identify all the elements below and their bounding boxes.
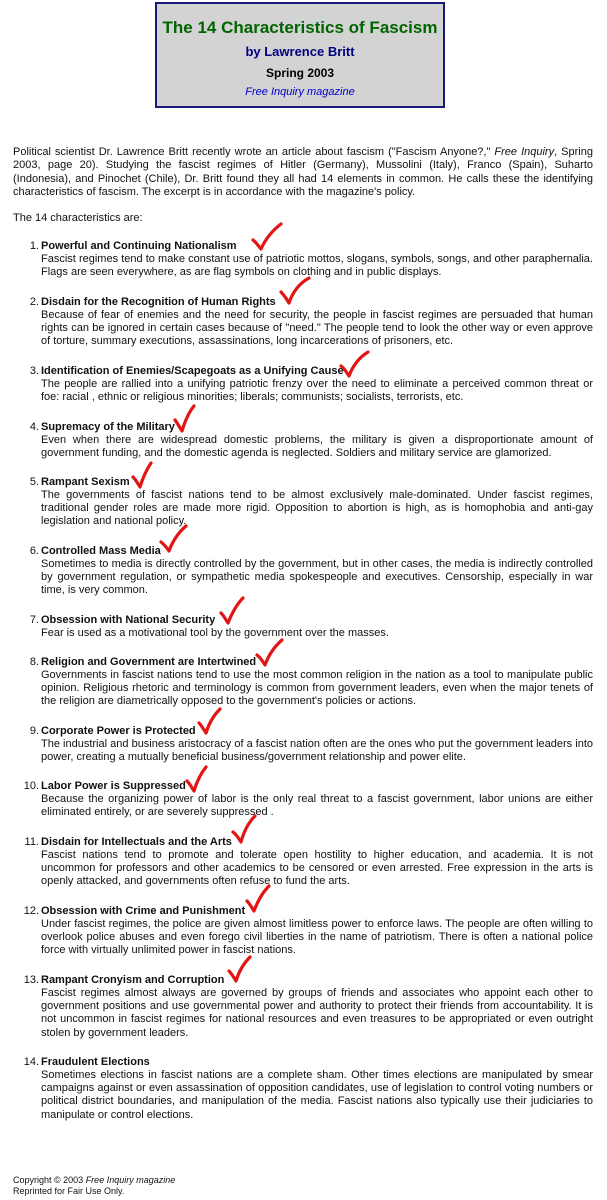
item-number: 6. [29, 545, 39, 557]
list-intro: The 14 characteristics are: [13, 212, 143, 224]
item-title: Identification of Enemies/Scapegoats as a Unifying Cause [41, 365, 344, 377]
item-description: Fear is used as a motivational tool by the government over the masses. [41, 627, 389, 639]
item-description: The industrial and business aristocracy of a fascist nation often are the ones who put the government leaders into power, creating a mutually beneficial business/government relationship and power elite. [41, 738, 593, 764]
item-title: Rampant Sexism [41, 476, 130, 488]
check-mark-icon [218, 596, 252, 626]
item-title: Rampant Cronyism and Corruption [41, 974, 225, 986]
intro-paragraph [13, 146, 593, 200]
check-mark-icon [172, 404, 206, 434]
check-mark-icon [254, 638, 288, 668]
copyright-footer [13, 1175, 175, 1197]
check-mark-icon [196, 706, 230, 736]
item-title: Obsession with Crime and Punishment [41, 905, 246, 917]
item-description: The people are rallied into a unifying patriotic frenzy over the need to eliminate a perceived common threat or foe: racial , ethnic or religious minorities; liberals; communists; socialists, terrorists, etc. [41, 378, 593, 404]
check-mark-icon [244, 884, 278, 914]
publication-line: Free Inquiry magazine [245, 86, 355, 98]
item-title: Corporate Power is Protected [41, 725, 196, 737]
item-title: Fraudulent Elections [41, 1056, 150, 1068]
check-mark-icon [230, 814, 264, 844]
check-mark-icon [250, 222, 284, 252]
intro-italic-source: Free Inquiry [494, 146, 555, 158]
item-number: 11. [24, 836, 39, 848]
item-description: Because of fear of enemies and the need for security, the people in fascist regimes are persuaded that human rights can be ignored in certain cases because of "need." The people tend to look the other way or even approve of torture, summary executions, assassinations, long incarcerations of prisoners, etc. [41, 309, 593, 348]
item-title: Obsession with National Security [41, 614, 216, 626]
item-title: Powerful and Continuing Nationalism [41, 240, 237, 252]
check-mark-icon [184, 764, 218, 794]
item-description: Fascist nations tend to promote and tolerate open hostility to higher education, and academia. It is not uncommon for professors and other academics to be censored or even arrested. Free expression in the arts is openly attacked, and governments often refuse to fund the arts. [41, 849, 593, 888]
intro-text-1: Political scientist Dr. Lawrence Britt recently wrote an article about fascism ("Fascism Anyone?," [13, 146, 495, 158]
check-mark-icon [130, 460, 164, 490]
item-number: 14. [23, 1056, 39, 1068]
reprint-notice: Reprinted for Fair Use Only. [13, 1186, 125, 1196]
item-description: Sometimes to media is directly controlled by the government, but in other cases, the media is indirectly controlled by government regulation, or sympathetic media spokespeople and executives. Censorship, especially in war time, is very common. [41, 558, 593, 597]
item-number: 8. [29, 656, 39, 668]
item-description: Governments in fascist nations tend to use the most common religion in the nation as a tool to manipulate public opinion. Religious rhetoric and terminology is common from government leaders, even when the major tenets of the religion are diametrically opposed to the government's policies or actions. [41, 669, 593, 708]
check-mark-icon [226, 954, 260, 984]
author-line: by Lawrence Britt [245, 44, 355, 59]
title-box [155, 2, 445, 108]
item-title: Disdain for the Recognition of Human Rights [41, 296, 276, 308]
copyright-prefix: Copyright © 2003 [13, 1175, 86, 1185]
item-number: 10. [23, 780, 39, 792]
item-number: 1. [29, 240, 39, 252]
copyright-line [13, 1175, 175, 1186]
item-title: Controlled Mass Media [41, 545, 161, 557]
item-number: 7. [29, 614, 39, 626]
check-mark-icon [278, 276, 312, 306]
item-description: Fascist regimes almost always are governed by groups of friends and associates who appoint each other to government positions and use governmental power and authority to protect their friends from accountability. It is not uncommon in fascist regimes for national resources and even treasures to be appropriated or even outright stolen by government leaders. [41, 987, 593, 1039]
item-number: 4. [29, 421, 39, 433]
item-number: 13. [23, 974, 39, 986]
item-title: Religion and Government are Intertwined [41, 656, 257, 668]
item-number: 12. [23, 905, 39, 917]
item-title: Supremacy of the Military [41, 421, 175, 433]
item-description: Even when there are widespread domestic problems, the military is given a disproportionate amount of government funding, and the domestic agenda is neglected. Soldiers and military service are glamorized. [41, 434, 593, 460]
item-title: Labor Power is Suppressed [41, 780, 186, 792]
item-number: 2. [29, 296, 39, 308]
item-number: 3. [29, 365, 39, 377]
intro-text-2: , Spring 2003, page 20). Studying the fascist regimes of Hitler (Germany), Mussolini (Italy), Franco (Spain), Suharto (Indonesia), and Pinochet (Chile), Dr. Britt found they all had 14 elements in common. He calls these the identifying characteristics of fascism. The excerpt is in accordance with the magazine's policy. [13, 146, 593, 199]
document-title: The 14 Characteristics of Fascism [162, 18, 438, 37]
item-number: 5. [29, 476, 39, 488]
check-mark-icon [338, 350, 372, 380]
item-number: 9. [29, 725, 39, 737]
copyright-source: Free Inquiry magazine [85, 1175, 176, 1185]
item-title: Disdain for Intellectuals and the Arts [41, 836, 232, 848]
item-description: Fascist regimes tend to make constant use of patriotic mottos, slogans, symbols, songs, and other paraphernalia. Flags are seen everywhere, as are flag symbols on clothing and in public displays. [41, 253, 593, 279]
item-description: Because the organizing power of labor is the only real threat to a fascist government, labor unions are either eliminated entirely, or are severely suppressed . [41, 793, 593, 819]
check-mark-icon [158, 524, 192, 554]
date-line: Spring 2003 [265, 66, 335, 80]
item-description: The governments of fascist nations tend to be almost exclusively male-dominated. Under fascist regimes, traditional gender roles are made more rigid. Opposition to abortion is high, as is homophobia and anti-gay legislation and national policy. [41, 489, 593, 528]
item-description: Sometimes elections in fascist nations are a complete sham. Other times elections are manipulated by smear campaigns against or even assassination of opposition candidates, use of legislation to control voting numbers or political district boundaries, and manipulation of the media. Fascist nations also typically use their judiciaries to manipulate or control elections. [41, 1069, 593, 1121]
item-description: Under fascist regimes, the police are given almost limitless power to enforce laws. The people are often willing to overlook police abuses and even forego civil liberties in the name of patriotism. There is often a national police force with virtually unlimited power in fascist nations. [41, 918, 593, 957]
